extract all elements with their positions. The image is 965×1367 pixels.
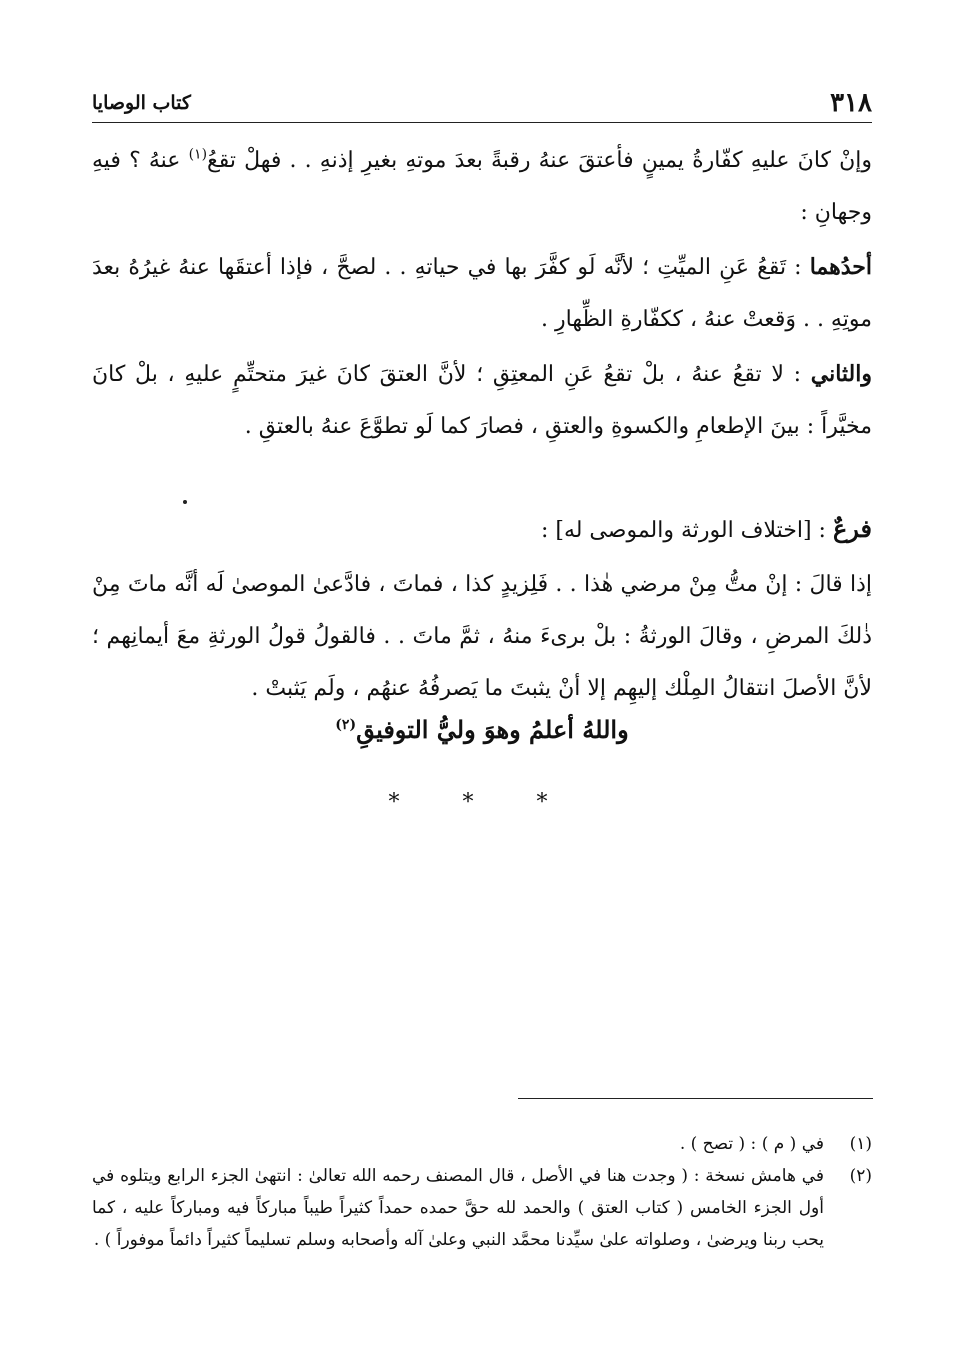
- footnote-1-text: في ( م ) : ( تصح ) .: [679, 1134, 824, 1154]
- branch-paragraph: إذا قالَ : إنْ متُّ مِنْ مرضي هٰذا . . فَلِزيدٍ كذا ، فماتَ ، فادَّعىٰ الموصىٰ لَه أنَّه ماتَ مِنْ ذٰلكَ المرضِ ، وقالَ الورثةُ : بلْ برىءَ منهُ ، ثمَّ ماتَ . . فالقولُ قولُ الورثةِ معَ أيمانِهم ؛ لأنَّ الأصلَ انتقالُ المِلْك إليهِم إلا أنْ يثبتَ ما يَصرفُهُ عنهُم ، ولَم يَثبتْ .: [92, 572, 873, 701]
- paragraph-2: [92, 241, 872, 346]
- closing-text: واللهُ أعلمُ وهوَ وليُّ التوفيقِ: [356, 715, 629, 744]
- footnote-1-number: (١): [849, 1134, 872, 1154]
- page-number: ٣١٨: [830, 88, 872, 118]
- main-text: [92, 135, 872, 717]
- branch-subtitle: : [اختلاف الورثة والموصى له] :: [540, 518, 833, 543]
- paragraph-3: [92, 348, 872, 453]
- branch-heading: [92, 503, 872, 557]
- footnote-2-number: (٢): [849, 1166, 872, 1186]
- page-header: [92, 78, 872, 123]
- footnote-1: [92, 1128, 872, 1160]
- paragraph-3-text: : لا تقعُ عنهُ ، بلْ تقعُ عَنِ المعتِقِ ؛ لأنَّ العتقَ كانَ غيرَ متحتِّمٍ عليهِ ، بلْ كانَ مخيَّراً : بينَ الإطعامِ والكسوةِ والعتقِ ، فصارَ كما لَو تطوَّعَ عنهُ بالعتقِ .: [92, 362, 872, 439]
- footnote-2: [92, 1160, 872, 1256]
- footnote-2-text: في هامش نسخة : ( وجدت هنا في الأصل ، قال المصنف رحمه الله تعالىٰ : انتهىٰ الجزء الرابع ويتلوه في أول الجزء الخامس ( كتاب العتق ) والحمد لله حقَّ حمده حمداً كثيراً طيباً مباركاً فيه ومباركاً عليه ، كما يحب ربنا ويرضىٰ ، وصلواته علىٰ سيِّدنا محمَّد النبي وعلىٰ آله وأصحابه وسلم تسليماً كثيراً دائماً موفوراً ) .: [92, 1166, 824, 1250]
- paragraph-1: [92, 135, 872, 239]
- footnote-ref-1[interactable]: (١): [188, 146, 208, 163]
- footnote-ref-2[interactable]: (٢): [335, 717, 357, 733]
- running-title: كتاب الوصايا: [92, 92, 191, 114]
- paragraph-3-lead: والثاني: [810, 361, 872, 387]
- branch-title: فرعٌ: [832, 514, 872, 543]
- stray-dot: [183, 500, 187, 504]
- footnote-separator: [518, 1098, 873, 1099]
- section-divider-stars: * * *: [388, 790, 576, 815]
- closing-line: [92, 715, 872, 744]
- footnotes: [92, 1128, 872, 1256]
- paragraph-2-text: : تَقعُ عَنِ الميِّتِ ؛ لأنَّه لَو كفَّرَ بها في حياتهِ . . لصحَّ ، فإذا أعتقَها عنهُ غيرُهُ بعدَ موتِهِ . . وَقعتْ عنهُ ، ككفّارةِ الظِّهارِ .: [92, 255, 872, 332]
- paragraph-1-text: وإنْ كانَ عليهِ كفّارةُ يمينٍ فأعتقَ عنهُ رقبةً بعدَ موتهِ بغيرِ إذنهِ . . فهلْ تقعُ: [207, 148, 873, 173]
- paragraph-2-lead: أحدُهما: [809, 254, 872, 280]
- paragraph-1-rest: عنهُ ؟ فيهِ وجهانِ :: [92, 148, 872, 225]
